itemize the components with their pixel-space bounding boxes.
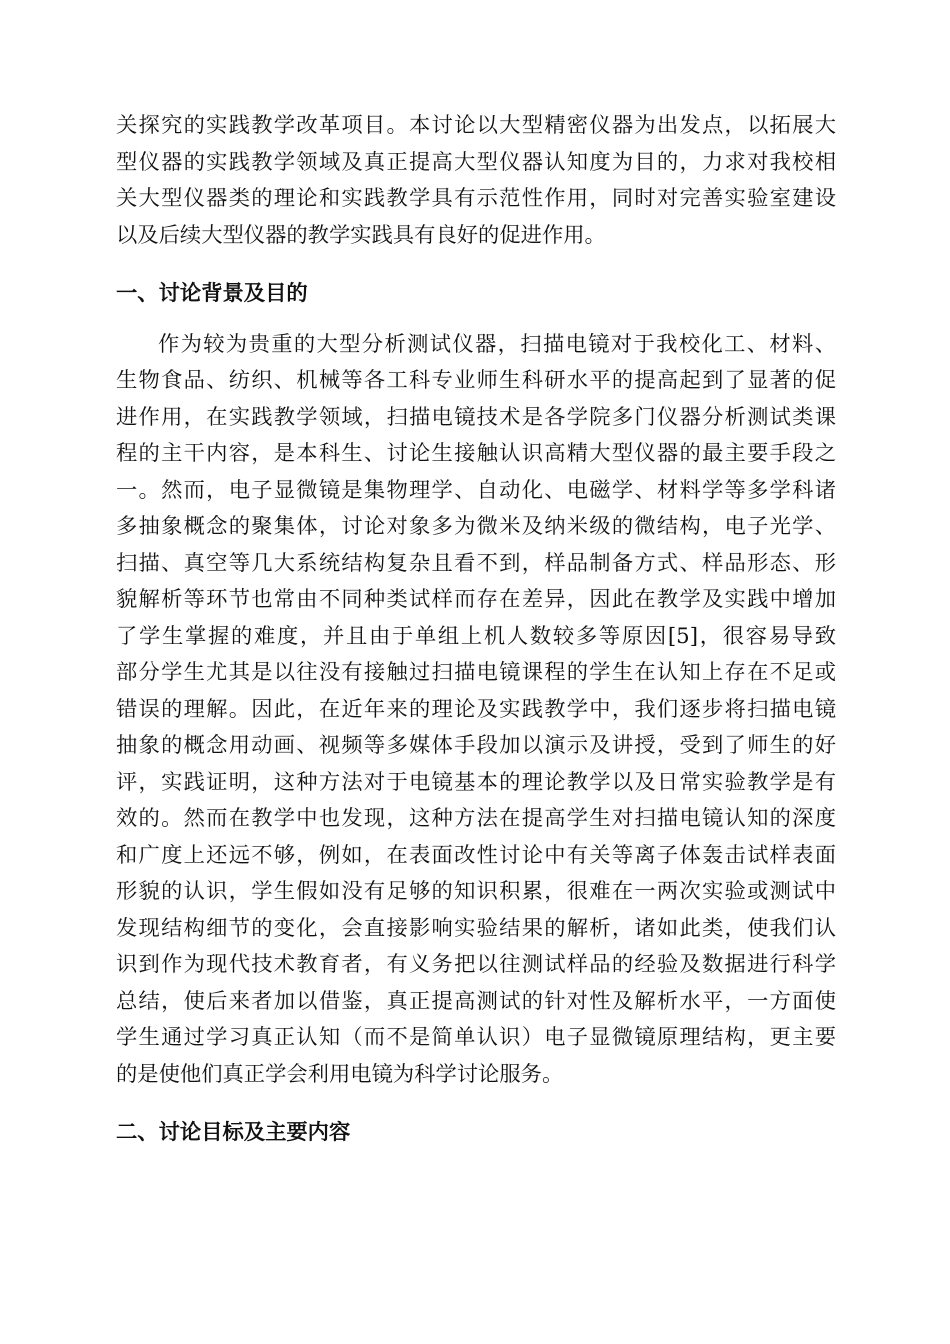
- text-line: 关探究的实践教学改革项目。本讨论以大型精密仪器为出发点，以拓展大: [116, 113, 836, 138]
- text-line: 以及后续大型仪器的教学实践具有良好的促进作用。: [116, 222, 606, 248]
- text-line: 的是使他们真正学会利用电镜为科学讨论服务。: [116, 1061, 564, 1087]
- text-line: 型仪器的实践教学领域及真正提高大型仪器认知度为目的，力求对我校相: [116, 149, 836, 175]
- paragraph-background: [116, 327, 836, 1094]
- text-line: 一。然而，电子显微镜是集物理学、自动化、电磁学、材料学等多学科诸: [116, 477, 836, 503]
- text-line: 部分学生尤其是以往没有接触过扫描电镜课程的学生在认知上存在不足或: [116, 660, 836, 685]
- text-line: 程的主干内容，是本科生、讨论生接触认识高精大型仪器的最主要手段之: [116, 441, 836, 466]
- text-line: 扫描、真空等几大系统结构复杂且看不到，样品制备方式、样品形态、形: [116, 550, 836, 576]
- text-line: 发现结构细节的变化，会直接影响实验结果的解析，诸如此类，使我们认: [116, 915, 836, 941]
- text-line: 识到作为现代技术教育者，有义务把以往测试样品的经验及数据进行科学: [116, 952, 836, 977]
- text-line: 生物食品、纺织、机械等各工科专业师生科研水平的提高起到了显著的促: [116, 368, 836, 393]
- paragraph-intro: [116, 108, 836, 254]
- text-line: 貌解析等环节也常由不同种类试样而存在差异，因此在教学及实践中增加: [116, 587, 836, 612]
- text-line: 多抽象概念的聚集体，讨论对象多为微米及纳米级的微结构，电子光学、: [116, 514, 836, 539]
- text-line: 学生通过学习真正认知（而不是简单认识）电子显微镜原理结构，更主要: [116, 1025, 836, 1050]
- text-line: 进作用，在实践教学领域，扫描电镜技术是各学院多门仪器分析测试类课: [116, 404, 836, 430]
- text-line: 了学生掌握的难度，并且由于单组上机人数较多等原因[5]，很容易导致: [116, 623, 836, 649]
- text-line: 评，实践证明，这种方法对于电镜基本的理论教学以及日常实验教学是有: [116, 769, 836, 795]
- text-line: 形貌的认识，学生假如没有足够的知识积累，很难在一两次实验或测试中: [116, 879, 836, 904]
- text-line: 效的。然而在教学中也发现，这种方法在提高学生对扫描电镜认知的深度: [116, 806, 836, 831]
- text-line: 总结，使后来者加以借鉴，真正提高测试的针对性及解析水平，一方面使: [116, 988, 836, 1014]
- text-line: 抽象的概念用动画、视频等多媒体手段加以演示及讲授，受到了师生的好: [116, 733, 836, 758]
- section-heading-objectives: 二、讨论目标及主要内容: [116, 1120, 351, 1145]
- text-line: 和广度上还远不够，例如，在表面改性讨论中有关等离子体轰击试样表面: [116, 842, 836, 868]
- document-page: [116, 108, 836, 1152]
- text-line: 作为较为贵重的大型分析测试仪器，扫描电镜对于我校化工、材料、: [158, 331, 836, 357]
- text-line: 关大型仪器类的理论和实践教学具有示范性作用，同时对完善实验室建设: [116, 186, 836, 211]
- section-heading-background: 一、讨论背景及目的: [116, 281, 308, 306]
- text-line: 错误的理解。因此，在近年来的理论及实践教学中，我们逐步将扫描电镜: [116, 696, 836, 722]
